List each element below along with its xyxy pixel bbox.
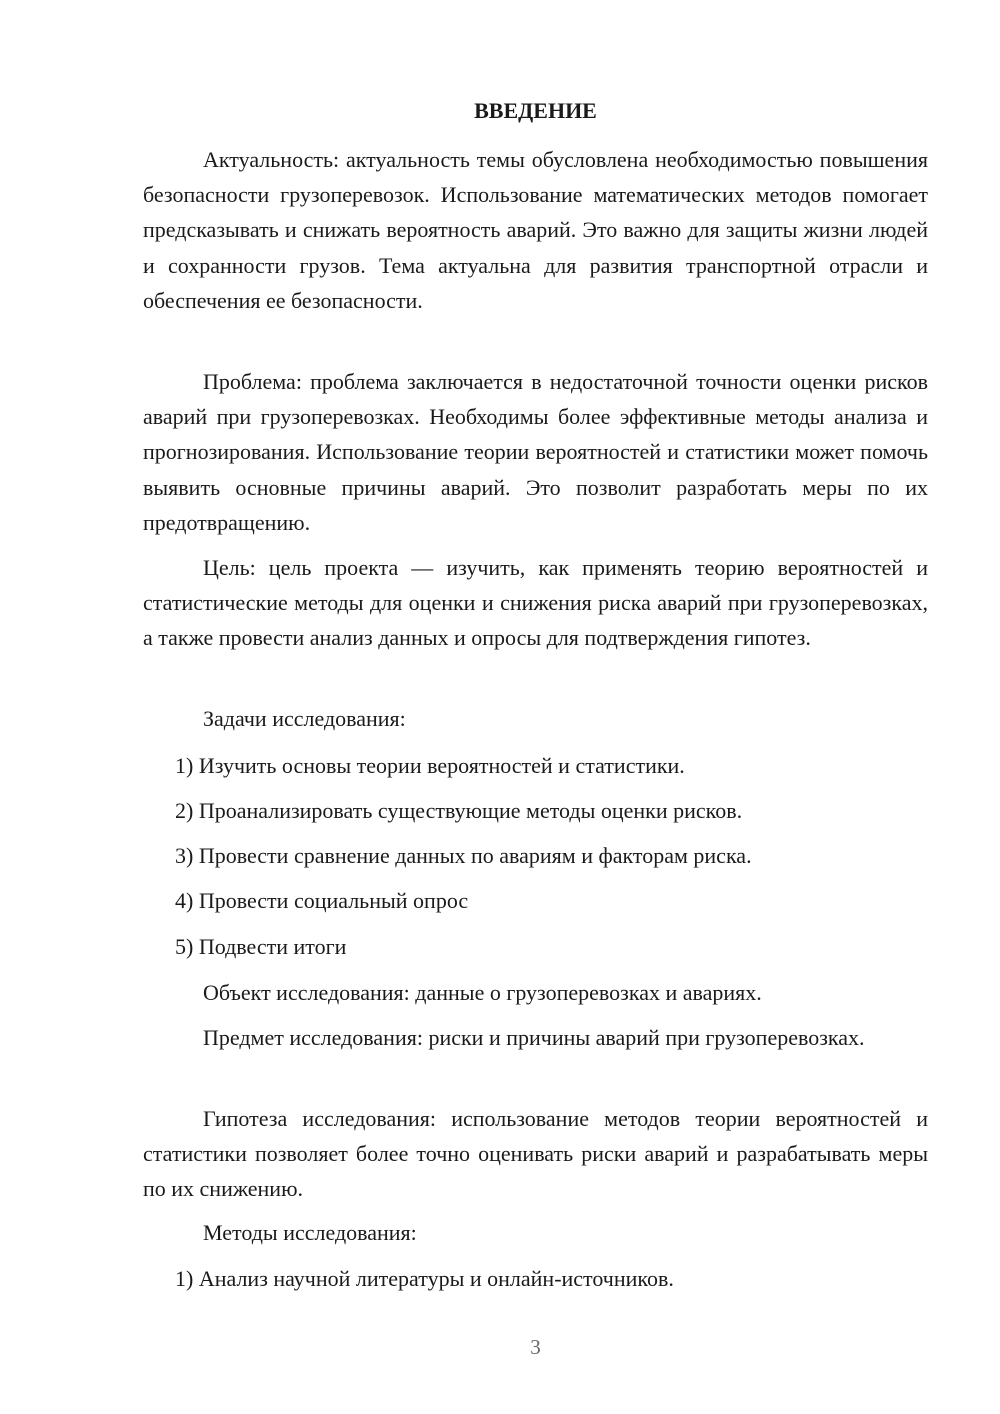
page-number: 3 bbox=[530, 1335, 541, 1359]
paragraph-hypothesis: Гипотеза исследования: использование методов теории вероятностей и статистики позволяет более точно оценивать риски аварий и разрабатывать меры по их снижению. bbox=[143, 1106, 928, 1202]
task-item: 5) Подвести итоги bbox=[175, 934, 347, 959]
paragraph-goal: Цель: цель проекта — изучить, как применять теорию вероятностей и статистические методы для оценки и снижения риска аварий при грузоперевозках, а также провести анализ данных и опросы для подтверждения гипотез. bbox=[143, 555, 928, 651]
task-item: 4) Провести социальный опрос bbox=[175, 888, 469, 913]
document-page bbox=[143, 0, 928, 1414]
method-item: 1) Анализ научной литературы и онлайн-источников. bbox=[175, 1266, 674, 1291]
paragraph-relevance: Актуальность: актуальность темы обусловлена необходимостью повышения безопасности грузоперевозок. Использование математических методов помогает предсказывать и снижать вероятность аварий. Это важно для защиты жизни людей и сохранности грузов. Тема актуальна для развития транспортной отрасли и обеспечения ее безопасности. bbox=[143, 147, 928, 313]
paragraph-subject: Предмет исследования: риски и причины аварий при грузоперевозках. bbox=[203, 1025, 865, 1050]
paragraph-object: Объект исследования: данные о грузоперевозках и авариях. bbox=[203, 980, 762, 1005]
methods-heading: Методы исследования: bbox=[203, 1220, 417, 1245]
tasks-heading: Задачи исследования: bbox=[203, 706, 406, 731]
paragraph-problem: Проблема: проблема заключается в недостаточной точности оценки рисков аварий при грузоперевозках. Необходимы более эффективные методы анализа и прогнозирования. Использование теории вероятностей и статистики может помочь выявить основные причины аварий. Это позволит разработать меры по их предотвращению. bbox=[143, 369, 928, 535]
section-title: ВВЕДЕНИЕ bbox=[474, 98, 597, 123]
task-item: 1) Изучить основы теории вероятностей и статистики. bbox=[175, 753, 685, 778]
task-item: 2) Проанализировать существующие методы оценки рисков. bbox=[175, 798, 743, 823]
task-item: 3) Провести сравнение данных по авариям и факторам риска. bbox=[175, 843, 752, 868]
